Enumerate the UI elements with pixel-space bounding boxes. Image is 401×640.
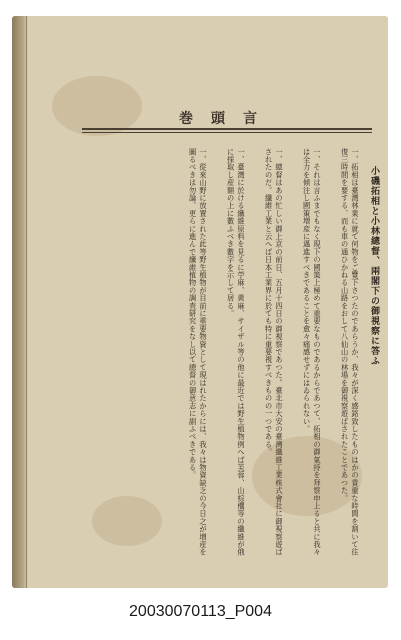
article-title: 小磯拓相と小林總督、兩閣下の御視察に答ふ <box>369 166 379 366</box>
paragraph: 一、拓相は臺灣林業に就て何物をご覽下さつたのであらうか、我々が深く感銘致したものはかの貴重な時間を割いて往復三時間を要する、而も車の通ひかねる山路をおして八仙山の林場を御視察遊ばされたことであつた。 <box>340 148 360 557</box>
spine-line <box>26 16 27 588</box>
paragraph: 一、從來山野に放置された此等野生植物が目前に重要物資として現はれたからには、我々は物資缺乏の今日之が増産を圖るべきは勿論、更らに進んで纖維植物の調査研究をなし以て總督の御意志に副ふべきである。 <box>188 148 208 557</box>
section-header <box>82 108 372 127</box>
paragraph: 一、臺灣に於ける纖維原料を見るに苧麻、黄麻、サイザル等の他に最近では野生植物例へば芙蓉、山棕櫚等の纖維が俄に採取し産額の上に數ふべき數字を示して居る。 <box>226 148 246 557</box>
book-page <box>12 16 388 588</box>
paragraph: 一、總督はあの忙しい御上京の前日、五月十四日の御視察であつた。臺北市大安の臺灣纖維工業株式會社に御視察遊ばされたのだ。纖維工業と云へば日本工業界に於ても特に重要視すべきものの一つである。 <box>264 148 284 557</box>
header-title: 巻頭言 <box>179 111 275 127</box>
paper-stain <box>92 496 162 546</box>
image-caption: 20030070113_P004 <box>129 603 272 620</box>
paragraph: 一、それは言ふまでもなく現下の國策上極めて重要なものであるからであつて、拓相の御氣持を拜察申上ると共に我々は全力を傾注し國策増産に邁進すべきであることを愈々痛感せずにはゐられない。 <box>302 148 322 557</box>
header-rule <box>82 132 372 133</box>
header-rule <box>82 128 372 130</box>
